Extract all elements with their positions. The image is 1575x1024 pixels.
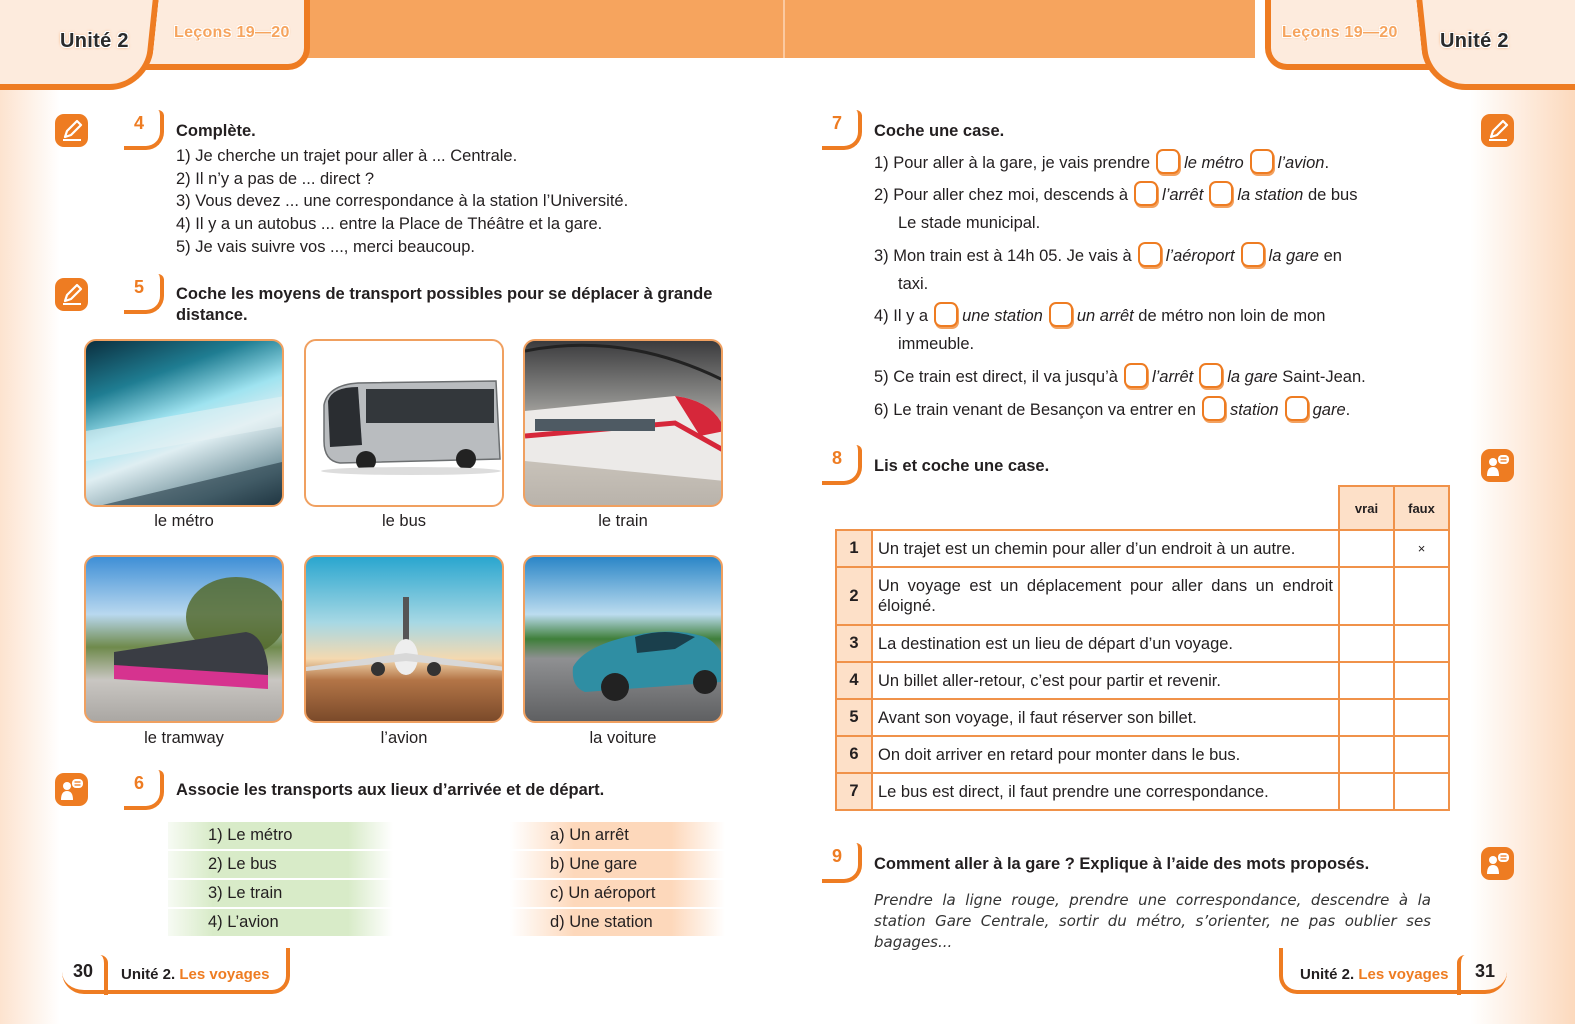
- photo-caption: la voiture: [589, 729, 657, 747]
- table-row: [836, 699, 1449, 736]
- photo-caption: le bus: [381, 512, 427, 530]
- photo-caption: le métro: [154, 512, 214, 530]
- speech-people-icon: [55, 773, 88, 806]
- checkbox[interactable]: [1199, 363, 1223, 388]
- pencil-icon: [55, 114, 88, 147]
- unit-label: Unité 2: [1440, 30, 1509, 52]
- column-header-true: vrai: [1339, 486, 1394, 530]
- false-cell[interactable]: ×: [1394, 530, 1449, 567]
- exercise-number: 4: [124, 110, 164, 152]
- exercise-title: Lis et coche une case.: [874, 457, 1050, 475]
- false-cell[interactable]: [1394, 625, 1449, 662]
- checkbox[interactable]: [1209, 181, 1233, 206]
- table-row: [836, 625, 1449, 662]
- choice-item: 2) Pour aller chez moi, descends à l’arrêt la station de bus: [874, 183, 1357, 208]
- airplane-photo[interactable]: [304, 555, 504, 723]
- match-item[interactable]: 1) Le métro: [168, 822, 393, 849]
- match-item[interactable]: 3) Le train: [168, 880, 393, 907]
- exercise-number: 6: [124, 770, 164, 812]
- checkbox[interactable]: [934, 302, 958, 327]
- choice-item: 6) Le train venant de Besançon va entrer en station gare.: [874, 398, 1350, 423]
- photo-caption: l’avion: [380, 729, 428, 747]
- checkbox[interactable]: [1138, 242, 1162, 267]
- pencil-icon: [1481, 114, 1514, 147]
- header-band: [300, 0, 787, 58]
- tramway-photo[interactable]: [84, 555, 284, 723]
- statement: Un trajet est un chemin pour aller d’un endroit à un autre.: [872, 530, 1339, 567]
- left-page: [0, 0, 787, 1024]
- choice-item-cont: immeuble.: [898, 335, 975, 353]
- word-prompt: Prendre la ligne rouge, prendre une correspondance, descendre à la station Gare Centrale, sortir du métro, s’orienter, ne pas oublier ses bagages...: [874, 891, 1431, 951]
- table-row: [836, 530, 1449, 567]
- statement: Un billet aller-retour, c’est pour partir et revenir.: [872, 662, 1339, 699]
- right-page: [787, 0, 1575, 1024]
- checkbox[interactable]: [1250, 149, 1274, 174]
- table-header-row: [836, 486, 1449, 530]
- exercise-title: Associe les transports aux lieux d’arrivée et de départ.: [176, 781, 605, 799]
- true-cell[interactable]: [1339, 567, 1394, 625]
- match-item[interactable]: b) Une gare: [510, 851, 725, 878]
- column-header-false: faux: [1394, 486, 1449, 530]
- row-number: 7: [836, 773, 872, 810]
- false-cell[interactable]: [1394, 699, 1449, 736]
- table-row: [836, 662, 1449, 699]
- footer-divider: [100, 955, 108, 995]
- table-row: [836, 567, 1449, 625]
- footer-title: [121, 966, 269, 983]
- match-item[interactable]: d) Une station: [510, 909, 725, 936]
- true-cell[interactable]: [1339, 773, 1394, 810]
- choice-item: 3) Mon train est à 14h 05. Je vais à l’aéroport la gare en: [874, 244, 1342, 269]
- speech-people-icon: [1481, 847, 1514, 880]
- exercise-title: Coche les moyens de transport possibles pour se déplacer à grande: [176, 285, 713, 303]
- page-number: 30: [73, 961, 94, 981]
- table-row: [836, 773, 1449, 810]
- row-number: 6: [836, 736, 872, 773]
- lessons-label: Leçons 19—20: [1282, 24, 1398, 41]
- header-band: [787, 0, 1255, 58]
- footer-unit: Unité 2.: [121, 966, 176, 983]
- page-edge-gradient: [0, 0, 60, 1024]
- footer-chapter: Les voyages: [179, 966, 270, 983]
- exercise-title: Complète.: [176, 122, 256, 140]
- sentence: 2) Il n’y a pas de ... direct ?: [176, 170, 375, 188]
- unit-label: Unité 2: [60, 30, 129, 52]
- sentence: 1) Je cherche un trajet pour aller à ... Centrale.: [176, 147, 518, 165]
- exercise-number: 7: [822, 110, 862, 152]
- false-cell[interactable]: [1394, 773, 1449, 810]
- car-photo[interactable]: [523, 555, 723, 723]
- false-cell[interactable]: [1394, 567, 1449, 625]
- photo-caption: le train: [598, 512, 648, 530]
- exercise-title: Coche une case.: [874, 122, 1005, 140]
- choice-item: 4) Il y a une station un arrêt de métro non loin de mon: [874, 304, 1325, 329]
- table-row: [836, 736, 1449, 773]
- statement: Avant son voyage, il faut réserver son billet.: [872, 699, 1339, 736]
- sentence: 3) Vous devez ... une correspondance à la station l’Université.: [176, 192, 629, 210]
- row-number: 5: [836, 699, 872, 736]
- checkbox[interactable]: [1049, 302, 1073, 327]
- train-photo[interactable]: [523, 339, 723, 507]
- footer-chapter: Les voyages: [1358, 966, 1449, 983]
- match-item[interactable]: 2) Le bus: [168, 851, 393, 878]
- statement: Le bus est direct, il faut prendre une correspondance.: [872, 773, 1339, 810]
- exercise-title-cont: distance.: [176, 306, 248, 324]
- pencil-icon: [55, 278, 88, 311]
- match-item[interactable]: 4) L’avion: [168, 909, 393, 936]
- exercise-number: 9: [822, 843, 862, 885]
- row-number: 1: [836, 530, 872, 567]
- true-cell[interactable]: [1339, 736, 1394, 773]
- footer-unit: Unité 2.: [1300, 966, 1355, 983]
- photo-caption: le tramway: [144, 729, 224, 747]
- metro-photo[interactable]: [84, 339, 284, 507]
- lessons-label: Leçons 19—20: [174, 24, 290, 41]
- choice-item: 5) Ce train est direct, il va jusqu’à l’arrêt la gare Saint-Jean.: [874, 365, 1366, 390]
- exercise-title: Comment aller à la gare ? Explique à l’aide des mots proposés.: [874, 855, 1370, 873]
- checkbox[interactable]: [1285, 396, 1309, 421]
- checkbox[interactable]: [1134, 181, 1158, 206]
- footer-title: [1300, 966, 1448, 983]
- page-number: 31: [1475, 961, 1496, 981]
- exercise-number: 5: [124, 274, 164, 316]
- row-number: 4: [836, 662, 872, 699]
- exercise-number: 8: [822, 445, 862, 487]
- checkbox[interactable]: [1241, 242, 1265, 267]
- checkbox[interactable]: [1124, 363, 1148, 388]
- checkbox[interactable]: [1202, 396, 1226, 421]
- choice-item-cont: Le stade municipal.: [898, 214, 1041, 232]
- true-cell[interactable]: [1339, 530, 1394, 567]
- choice-item-cont: taxi.: [898, 275, 929, 293]
- bus-photo[interactable]: [304, 339, 504, 507]
- checkbox[interactable]: [1156, 149, 1180, 174]
- row-number: 3: [836, 625, 872, 662]
- sentence: 4) Il y a un autobus ... entre la Place de Théâtre et la gare.: [176, 215, 603, 233]
- false-cell[interactable]: [1394, 662, 1449, 699]
- true-cell[interactable]: [1339, 662, 1394, 699]
- match-item[interactable]: c) Un aéroport: [510, 880, 725, 907]
- true-cell[interactable]: [1339, 699, 1394, 736]
- statement: La destination est un lieu de départ d’un voyage.: [872, 625, 1339, 662]
- speech-people-icon: [1481, 449, 1514, 482]
- statement: On doit arriver en retard pour monter dans le bus.: [872, 736, 1339, 773]
- true-cell[interactable]: [1339, 625, 1394, 662]
- match-item[interactable]: a) Un arrêt: [510, 822, 725, 849]
- true-false-table: [835, 485, 1450, 811]
- footer-divider: [1457, 955, 1465, 995]
- row-number: 2: [836, 567, 872, 625]
- page-gutter: [783, 0, 785, 58]
- sentence: 5) Je vais suivre vos ..., merci beaucoup.: [176, 238, 475, 256]
- false-cell[interactable]: [1394, 736, 1449, 773]
- choice-item: 1) Pour aller à la gare, je vais prendre le métro l’avion.: [874, 151, 1329, 176]
- statement: Un voyage est un déplacement pour aller dans un endroit éloigné.: [872, 567, 1339, 625]
